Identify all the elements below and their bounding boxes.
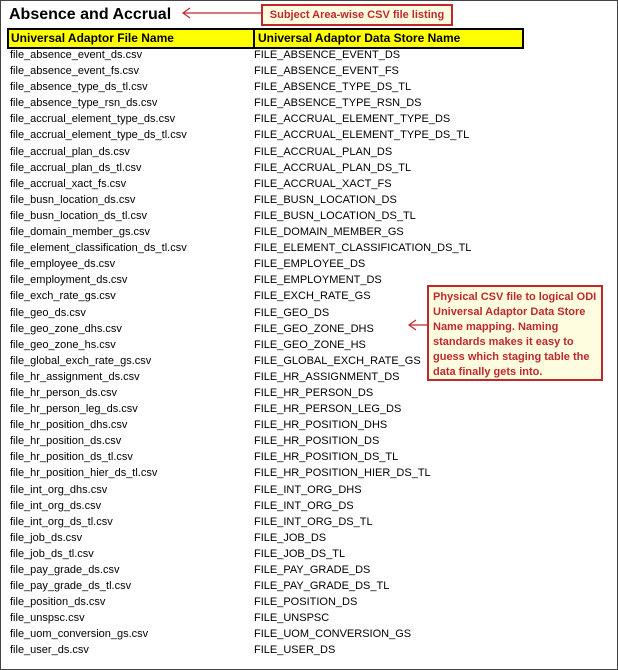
data-store-name-cell: FILE_PAY_GRADE_DS_TL	[254, 580, 390, 593]
table-row	[10, 256, 530, 272]
table-header	[7, 28, 524, 49]
data-store-name-cell: FILE_PAY_GRADE_DS	[254, 564, 371, 576]
data-store-name-cell: FILE_ABSENCE_EVENT_FS	[254, 65, 399, 78]
file-name-cell: file_absence_event_ds.csv	[10, 49, 143, 61]
table-row	[10, 498, 530, 514]
file-name-cell: file_busn_location_ds_tl.csv	[10, 209, 147, 222]
table-row	[10, 192, 530, 208]
left-arrow-icon	[406, 318, 428, 332]
table-row	[10, 127, 530, 143]
table-row	[10, 594, 530, 610]
file-name-cell: file_accrual_element_type_ds.csv	[10, 113, 176, 126]
page-title: Absence and Accrual	[9, 6, 172, 23]
data-store-name-cell: FILE_JOB_DS	[254, 531, 327, 544]
data-store-name-cell: FILE_GEO_DS	[254, 306, 330, 319]
file-name-cell: file_geo_zone_hs.csv	[10, 338, 116, 351]
data-store-name-cell: FILE_ACCRUAL_ELEMENT_TYPE_DS_TL	[254, 129, 470, 142]
table-row	[10, 546, 530, 562]
data-store-name-cell: FILE_USER_DS	[254, 644, 336, 657]
file-name-cell: file_employee_ds.csv	[10, 258, 116, 271]
table-row	[10, 610, 530, 626]
file-name-cell: file_hr_position_hier_ds_tl.csv	[10, 467, 158, 480]
file-name-cell: file_global_exch_rate_gs.csv	[10, 354, 152, 367]
table-row	[10, 401, 530, 417]
callout-subject-area: Subject Area-wise CSV file listing	[261, 4, 453, 26]
table-row	[10, 465, 530, 481]
file-name-cell: file_absence_type_rsn_ds.csv	[10, 97, 158, 110]
table-row	[10, 482, 530, 498]
file-name-cell: file_exch_rate_gs.csv	[10, 290, 116, 303]
file-name-cell: file_domain_member_gs.csv	[10, 226, 151, 239]
file-name-cell: file_int_org_ds_tl.csv	[10, 515, 113, 528]
file-name-cell: file_pay_grade_ds.csv	[10, 564, 120, 576]
table-row	[10, 530, 530, 546]
file-name-cell: file_int_org_ds.csv	[10, 499, 102, 512]
callout-mapping-note: Physical CSV file to logical ODI Universal Adaptor Data Store Name mapping. Naming standards makes it easy to guess which staging table the data finally gets into.	[427, 285, 603, 381]
header-data-store-name: Universal Adaptor Data Store Name	[258, 31, 461, 45]
table-row	[10, 63, 530, 79]
left-arrow-icon	[178, 6, 262, 20]
table-row	[10, 79, 530, 95]
table-row	[10, 144, 530, 160]
table-row	[10, 417, 530, 433]
file-name-cell: file_pay_grade_ds_tl.csv	[10, 580, 132, 593]
file-name-cell: file_accrual_plan_ds_tl.csv	[10, 161, 142, 174]
file-name-cell: file_hr_person_ds.csv	[10, 386, 118, 399]
table-row	[10, 95, 530, 111]
data-store-name-cell: FILE_UOM_CONVERSION_GS	[254, 628, 412, 641]
table-row	[10, 176, 530, 192]
data-store-name-cell: FILE_HR_PERSON_DS	[254, 386, 374, 399]
data-store-name-cell: FILE_POSITION_DS	[254, 596, 358, 609]
file-name-cell: file_accrual_plan_ds.csv	[10, 145, 130, 158]
file-name-cell: file_employment_ds.csv	[10, 274, 128, 287]
data-store-name-cell: FILE_EXCH_RATE_GS	[254, 290, 371, 303]
table-row	[10, 47, 530, 63]
table-row	[10, 240, 530, 256]
table-row	[10, 642, 530, 658]
data-store-name-cell: FILE_BUSN_LOCATION_DS	[254, 193, 397, 206]
header-file-name: Universal Adaptor File Name	[9, 30, 255, 47]
file-name-cell: file_hr_position_ds_tl.csv	[10, 451, 133, 464]
file-name-cell: file_geo_ds.csv	[10, 306, 86, 319]
data-store-name-cell: FILE_HR_POSITION_DS	[254, 435, 380, 448]
file-name-cell: file_accrual_element_type_ds_tl.csv	[10, 129, 187, 142]
file-name-cell: file_absence_event_fs.csv	[10, 65, 140, 78]
data-store-name-cell: FILE_ABSENCE_EVENT_DS	[254, 49, 401, 61]
file-name-cell: file_user_ds.csv	[10, 644, 89, 657]
file-name-cell: file_hr_position_ds.csv	[10, 435, 122, 448]
data-store-name-cell: FILE_ACCRUAL_ELEMENT_TYPE_DS	[254, 113, 451, 126]
table-row	[10, 385, 530, 401]
table-row	[10, 224, 530, 240]
file-name-cell: file_geo_zone_dhs.csv	[10, 322, 122, 335]
data-store-name-cell: FILE_INT_ORG_DHS	[254, 483, 362, 496]
file-name-cell: file_job_ds.csv	[10, 531, 83, 544]
table-row	[10, 449, 530, 465]
file-name-cell: file_accrual_xact_fs.csv	[10, 177, 127, 190]
file-name-cell: file_absence_type_ds_tl.csv	[10, 81, 148, 94]
data-store-name-cell: FILE_JOB_DS_TL	[254, 547, 346, 560]
table-row	[10, 111, 530, 127]
data-store-name-cell: FILE_HR_PERSON_LEG_DS	[254, 403, 402, 416]
table-row	[10, 433, 530, 449]
file-name-cell: file_unspsc.csv	[10, 612, 85, 625]
data-store-name-cell: FILE_BUSN_LOCATION_DS_TL	[254, 209, 416, 222]
data-store-name-cell: FILE_HR_POSITION_HIER_DS_TL	[254, 467, 431, 480]
table-row	[10, 514, 530, 530]
table-row	[10, 160, 530, 176]
data-store-name-cell: FILE_HR_POSITION_DHS	[254, 419, 388, 432]
file-name-cell: file_job_ds_tl.csv	[10, 547, 94, 560]
file-name-cell: file_element_classification_ds_tl.csv	[10, 242, 187, 255]
data-store-name-cell: FILE_INT_ORG_DS	[254, 499, 354, 512]
file-name-cell: file_uom_conversion_gs.csv	[10, 628, 149, 641]
file-name-cell: file_position_ds.csv	[10, 596, 106, 609]
data-store-name-cell: FILE_GLOBAL_EXCH_RATE_GS	[254, 354, 421, 367]
data-store-name-cell: FILE_ABSENCE_TYPE_RSN_DS	[254, 97, 422, 110]
data-store-name-cell: FILE_EMPLOYMENT_DS	[254, 274, 382, 287]
file-name-cell: file_hr_person_leg_ds.csv	[10, 403, 138, 416]
data-store-name-cell: FILE_GEO_ZONE_HS	[254, 338, 366, 351]
table-row	[10, 208, 530, 224]
file-name-cell: file_hr_assignment_ds.csv	[10, 370, 140, 383]
data-store-name-cell: FILE_DOMAIN_MEMBER_GS	[254, 226, 404, 239]
table-row	[10, 578, 530, 594]
data-store-name-cell: FILE_GEO_ZONE_DHS	[254, 322, 374, 335]
data-store-name-cell: FILE_HR_POSITION_DS_TL	[254, 451, 399, 464]
data-store-name-cell: FILE_ACCRUAL_XACT_FS	[254, 177, 392, 190]
data-store-name-cell: FILE_HR_ASSIGNMENT_DS	[254, 370, 400, 383]
file-name-cell: file_busn_location_ds.csv	[10, 193, 136, 206]
data-store-name-cell: FILE_ACCRUAL_PLAN_DS_TL	[254, 161, 412, 174]
data-store-name-cell: FILE_ACCRUAL_PLAN_DS	[254, 145, 393, 158]
data-store-name-cell: FILE_EMPLOYEE_DS	[254, 258, 366, 271]
file-name-cell: file_int_org_dhs.csv	[10, 483, 108, 496]
data-store-name-cell: FILE_UNSPSC	[254, 612, 330, 625]
table-row	[10, 562, 530, 578]
data-store-name-cell: FILE_ELEMENT_CLASSIFICATION_DS_TL	[254, 242, 472, 255]
table-row	[10, 626, 530, 642]
file-name-cell: file_hr_position_dhs.csv	[10, 419, 128, 432]
data-store-name-cell: FILE_ABSENCE_TYPE_DS_TL	[254, 81, 412, 94]
data-store-name-cell: FILE_INT_ORG_DS_TL	[254, 515, 373, 528]
